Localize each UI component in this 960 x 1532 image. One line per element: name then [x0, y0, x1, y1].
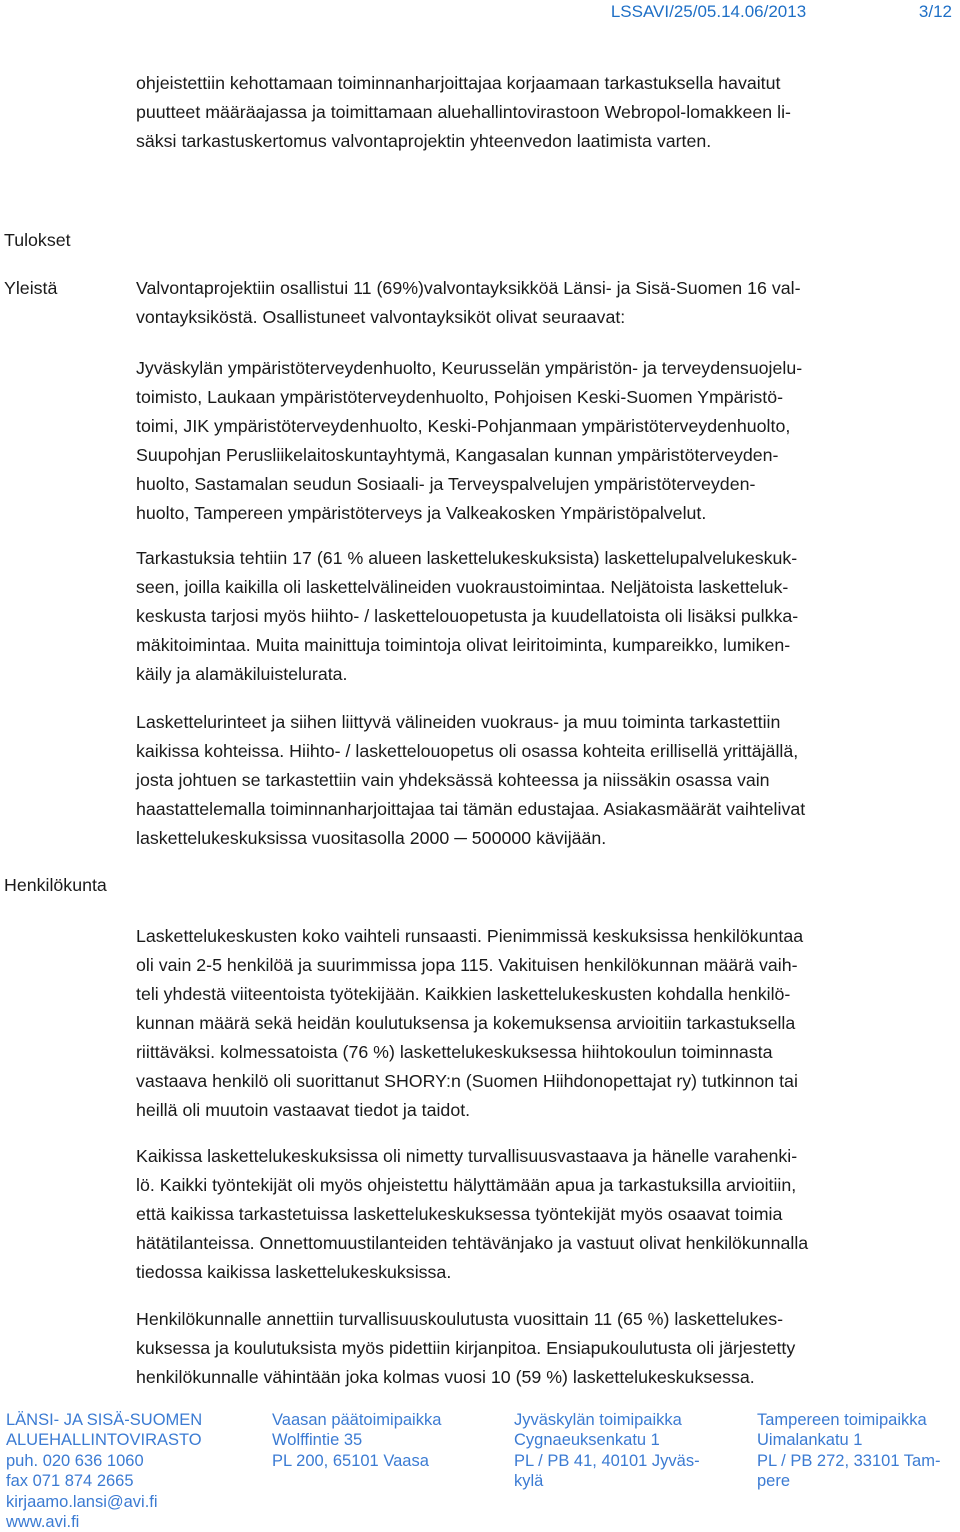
footer-office-postal: kylä	[514, 1472, 544, 1491]
text-line: kunnan määrä sekä heidän koulutuksensa ja kokemuksensa arvioitiin tarkastuksella	[136, 1013, 796, 1033]
text-line: kaikissa kohteissa. Hiihto- / laskettelouopetus oli osassa kohteita erillisellä yrittäjällä,	[136, 741, 799, 761]
text-line: Henkilökunnalle annettiin turvallisuuskoulutusta vuosittain 11 (65 %) laskettelukes-	[136, 1309, 784, 1329]
text-line: Suupohjan Perusliikelaitoskuntayhtymä, Kangasalan kunnan ympäristöterveyden-	[136, 445, 779, 465]
footer-jyvaskyla-office	[514, 1410, 700, 1492]
text-line: säksi tarkastuskertomus valvontaprojektin yhteenvedon laatimista varten.	[136, 131, 712, 151]
footer-office-postal: PL 200, 65101 Vaasa	[272, 1451, 429, 1470]
footer-website-link[interactable]: www.avi.fi	[6, 1513, 80, 1532]
footer-email-link[interactable]: kirjaamo.lansi@avi.fi	[6, 1492, 158, 1511]
body-paragraph	[136, 354, 956, 528]
page-number: 3/12	[918, 2, 952, 21]
text-line: huolto, Sastamalan seudun Sosiaali- ja Terveyspalvelujen ympäristöterveyden-	[136, 474, 756, 494]
footer-phone: puh. 020 636 1060	[6, 1451, 144, 1470]
text-line: käily ja alamäkiluistelurata.	[136, 664, 348, 684]
text-line: mäkitoimintaa. Muita mainittuja toimintoja olivat leiritoiminta, kumpareikko, lumiken-	[136, 635, 791, 655]
text-line: puutteet määräajassa ja toimittamaan aluehallintovirastoon Webropol-lomakkeen li-	[136, 102, 791, 122]
text-line: hätätilanteissa. Onnettomuustilanteiden tehtävänjako ja vastuut olivat henkilökunnalla	[136, 1233, 809, 1253]
section-heading-yleista: Yleistä	[4, 278, 58, 298]
footer-tampere-office	[757, 1410, 940, 1492]
footer-office-name: Vaasan päätoimipaikka	[272, 1411, 442, 1429]
footer-fax: fax 071 874 2665	[6, 1472, 134, 1491]
intro-paragraph	[136, 69, 956, 156]
footer-office-street: Wolffintie 35	[272, 1431, 363, 1450]
text-line: Laskettelurinteet ja siihen liittyvä välineiden vuokraus- ja muu toiminta tarkastettiin	[136, 712, 781, 732]
body-paragraph	[136, 1142, 956, 1287]
text-line: että kaikissa tarkastetuissa laskettelukeskuksessa työntekijät myös osaavat toimia	[136, 1204, 783, 1224]
body-paragraph	[136, 274, 956, 332]
text-line: riittäväksi. kolmessatoista (76 %) laskettelukeskuksessa hiihtokoulun toiminnasta	[136, 1042, 773, 1062]
text-line: vontayksiköstä. Osallistuneet valvontayksiköt olivat seuraavat:	[136, 307, 626, 327]
text-line: teli yhdestä viiteentoista työtekijään. Kaikkien laskettelukeskusten kohdalla henkilö-	[136, 984, 791, 1004]
text-line: oli vain 2-5 henkilöä ja suurimmissa jopa 115. Vakituisen henkilökunnan määrä vaih-	[136, 955, 798, 975]
text-line: henkilökunnalle vähintään joka kolmas vuosi 10 (59 %) laskettelukeskuksessa.	[136, 1367, 755, 1387]
footer-office-postal: pere	[757, 1472, 791, 1491]
text-line: haastattelemalla toiminnanharjoittajaa tai tämän edustajaa. Asiakasmäärät vaihtelivat	[136, 799, 806, 819]
text-line: laskettelukeskuksissa vuositasolla 2000 ─ 500000 kävijään.	[136, 828, 607, 848]
text-line: huolto, Tampereen ympäristöterveys ja Valkeakosken Ympäristöpalvelut.	[136, 503, 707, 523]
section-heading-henkilokunta: Henkilökunta	[4, 875, 107, 895]
text-line: toimisto, Laukaan ympäristöterveydenhuolto, Pohjoisen Keski-Suomen Ympäristö-	[136, 387, 784, 407]
footer-office-postal: PL / PB 272, 33101 Tam-	[757, 1451, 941, 1470]
document-reference: LSSAVI/25/05.14.06/2013	[610, 2, 807, 21]
footer-agency-name: ALUEHALLINTOVIRASTO	[6, 1431, 202, 1450]
footer-office-street: Uimalankatu 1	[757, 1431, 863, 1450]
text-line: lö. Kaikki työntekijät oli myös ohjeistettu hälyttämään apua ja tarkastuksilla arvioitiin,	[136, 1175, 797, 1195]
text-line: ohjeistettiin kehottamaan toiminnanharjoittajaa korjaamaan tarkastuksella havaitut	[136, 73, 781, 93]
footer-agency-name: LÄNSI- JA SISÄ-SUOMEN	[6, 1411, 203, 1429]
body-paragraph	[136, 1305, 956, 1392]
text-line: josta johtuen se tarkastettiin vain yhdeksässä kohteessa ja niissäkin osassa vain	[136, 770, 770, 790]
footer-office-name: Tampereen toimipaikka	[757, 1411, 927, 1429]
text-line: vastaava henkilö oli suorittanut SHORY:n (Suomen Hiihdonopettajat ry) tutkinnon tai	[136, 1071, 798, 1091]
text-line: Jyväskylän ympäristöterveydenhuolto, Keurusselän ympäristön- ja terveydensuojelu-	[136, 358, 803, 378]
body-paragraph	[136, 922, 956, 1125]
body-paragraph	[136, 544, 956, 689]
text-line: heillä oli muutoin vastaavat tiedot ja taidot.	[136, 1100, 471, 1120]
text-line: kuksessa ja koulutuksista myös pidettiin kirjanpitoa. Ensiapukoulutusta oli järjestetty	[136, 1338, 796, 1358]
footer-office-street: Cygnaeuksenkatu 1	[514, 1431, 660, 1450]
text-line: Kaikissa laskettelukeskuksissa oli nimetty turvallisuusvastaava ja hänelle varahenki-	[136, 1146, 798, 1166]
footer-agency-contact	[6, 1410, 202, 1532]
text-line: Tarkastuksia tehtiin 17 (61 % alueen laskettelukeskuksista) laskettelupalvelukeskuk-	[136, 548, 798, 568]
text-line: Valvontaprojektiin osallistui 11 (69%)valvontayksikköä Länsi- ja Sisä-Suomen 16 val-	[136, 278, 801, 298]
text-line: seen, joilla kaikilla oli laskettelvälineiden vuokraustoimintaa. Neljätoista lasketteluk-	[136, 577, 789, 597]
text-line: tiedossa kaikissa laskettelukeskuksissa.	[136, 1262, 452, 1282]
text-line: toimi, JIK ympäristöterveydenhuolto, Keski-Pohjanmaan ympäristöterveydenhuolto,	[136, 416, 791, 436]
page-header	[0, 2, 952, 22]
footer-office-postal: PL / PB 41, 40101 Jyväs-	[514, 1451, 700, 1470]
footer-vaasa-office	[272, 1410, 441, 1471]
text-line: Laskettelukeskusten koko vaihteli runsaasti. Pienimmissä keskuksissa henkilökuntaa	[136, 926, 804, 946]
footer-office-name: Jyväskylän toimipaikka	[514, 1411, 682, 1429]
text-line: keskusta tarjosi myös hiihto- / laskettelouopetusta ja kuudellatoista oli lisäksi pulkka-	[136, 606, 799, 626]
body-paragraph	[136, 708, 956, 853]
section-heading-tulokset: Tulokset	[4, 230, 71, 250]
